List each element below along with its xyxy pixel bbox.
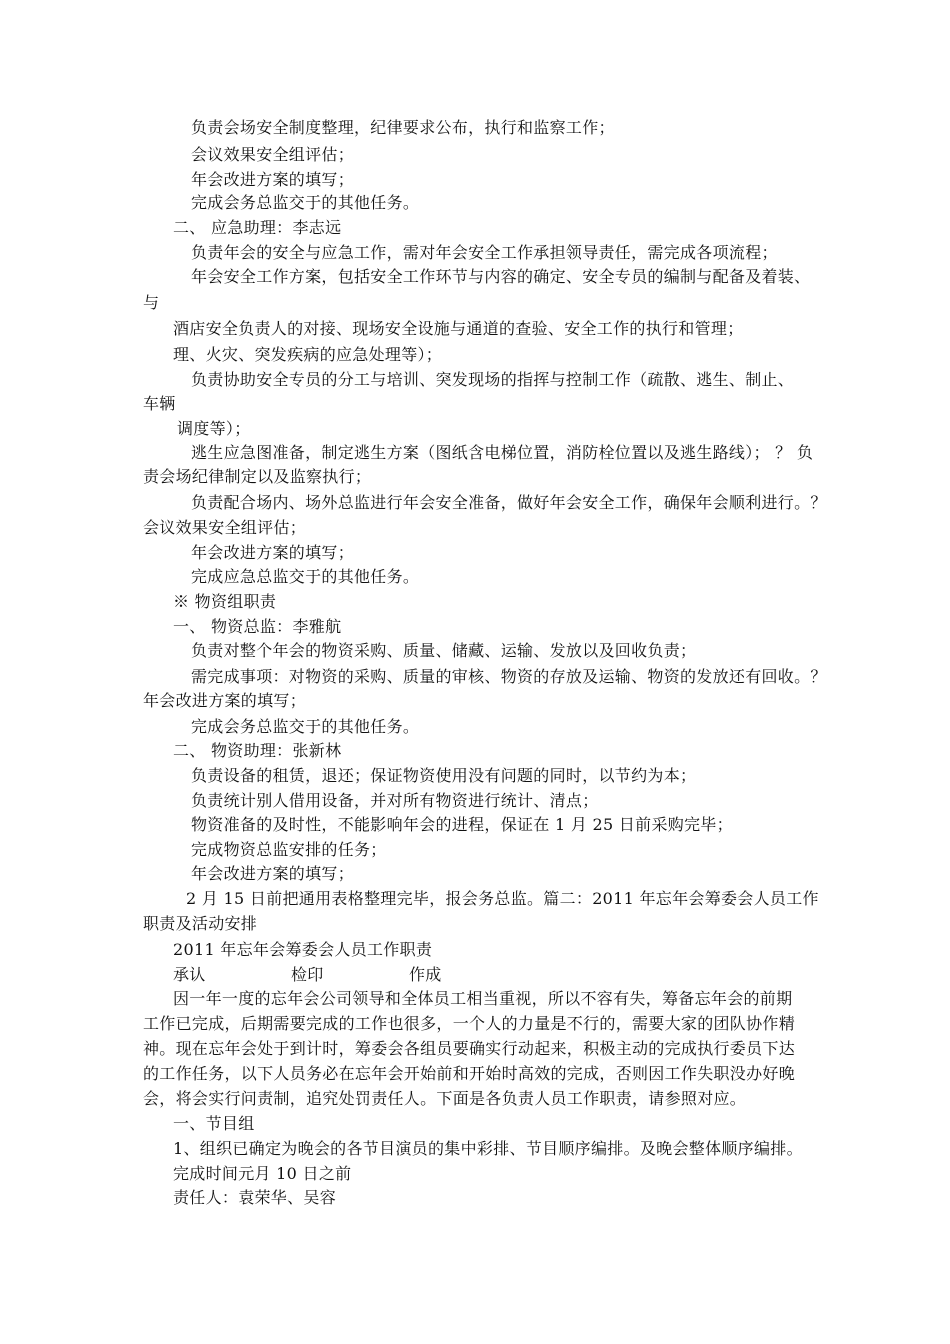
text-line: 职责及活动安排 [143, 914, 258, 933]
signoff-approve: 承认 [173, 965, 206, 984]
text-line: 完成时间元月 10 日之前 [173, 1164, 352, 1183]
section-heading: 二、 应急助理：李志远 [173, 218, 342, 237]
text-line: 负责协助安全专员的分工与培训、突发现场的指挥与控制工作（疏散、逃生、制止、 [191, 370, 795, 389]
signoff-stamp: 检印 [291, 965, 324, 984]
text-line: 完成会务总监交于的其他任务。 [191, 717, 420, 736]
text-line: 逃生应急图准备，制定逃生方案（图纸含电梯位置，消防栓位置以及逃生路线）； ？ 负 [191, 443, 814, 462]
text-line: 物资准备的及时性，不能影响年会的进程，保证在 1 月 25 日前采购完毕； [191, 815, 733, 834]
text-line: 年会改进方案的填写； [191, 543, 355, 562]
section-heading: 一、节目组 [173, 1114, 255, 1133]
section-heading: 二、 物资助理：张新林 [173, 741, 342, 760]
text-line: 2 月 15 日前把通用表格整理完毕，报会务总监。篇二：2011 年忘年会筹委会人员工作 [186, 889, 819, 908]
text-line: 负责统计别人借用设备，并对所有物资进行统计、清点； [191, 791, 599, 810]
text-line: 1、组织已确定为晚会的各节目演员的集中彩排、节目顺序编排。及晚会整体顺序编排。 [173, 1139, 803, 1158]
text-line: 负责会场安全制度整理，纪律要求公布，执行和监察工作； [191, 118, 615, 137]
text-line: 酒店安全负责人的对接、现场安全设施与通道的查验、安全工作的执行和管理； [173, 319, 744, 338]
text-line: 与 [143, 293, 160, 312]
text-line: 的工作任务，以下人员务必在忘年会开始前和开始时高效的完成，否则因工作失职没办好晚 [143, 1064, 796, 1083]
text-line: 车辆 [143, 394, 176, 413]
text-line: 完成应急总监交于的其他任务。 [191, 567, 420, 586]
text-line: 年会安全工作方案，包括安全工作环节与内容的确定、安全专员的编制与配备及着装、 [191, 267, 811, 286]
section-heading: 一、 物资总监：李雅航 [173, 617, 342, 636]
signoff-author: 作成 [409, 965, 442, 984]
text-line: 年会改进方案的填写； [191, 864, 355, 883]
text-line: 负责配合场内、场外总监进行年会安全准备，做好年会安全工作，确保年会顺利进行。？ [191, 493, 827, 512]
text-line: 责任人：袁荣华、吴容 [173, 1188, 337, 1207]
signoff-row [173, 965, 442, 985]
text-line: 理、火灾、突发疾病的应急处理等）； [173, 345, 443, 364]
text-line: 负责设备的租赁，退还；保证物资使用没有问题的同时，以节约为本； [191, 766, 697, 785]
text-line: 年会改进方案的填写； [143, 691, 307, 710]
text-line: 调度等）； [177, 419, 251, 438]
text-line: 责会场纪律制定以及监察执行； [143, 467, 372, 486]
text-line: 会议效果安全组评估； [191, 145, 355, 164]
section-heading: ※ 物资组职责 [173, 592, 277, 611]
text-line: 负责对整个年会的物资采购、质量、储藏、运输、发放以及回收负责； [191, 641, 697, 660]
text-line: 完成物资总监安排的任务； [191, 840, 387, 859]
text-line: 需完成事项：对物资的采购、质量的审核、物资的存放及运输、物资的发放还有回收。？ [191, 667, 827, 686]
text-line: 因一年一度的忘年会公司领导和全体员工相当重视，所以不容有失，筹备忘年会的前期 [173, 989, 793, 1008]
text-line: 会，将会实行问责制，追究处罚责任人。下面是各负责人员工作职责，请参照对应。 [143, 1089, 747, 1108]
text-line: 年会改进方案的填写； [191, 170, 355, 189]
text-line: 会议效果安全组评估； [143, 518, 307, 537]
text-line: 负责年会的安全与应急工作，需对年会安全工作承担领导责任，需完成各项流程； [191, 243, 778, 262]
text-line: 神。现在忘年会处于到计时，筹委会各组员要确实行动起来，积极主动的完成执行委员下达 [143, 1039, 796, 1058]
document-title: 2011 年忘年会筹委会人员工作职责 [173, 940, 433, 959]
text-line: 完成会务总监交于的其他任务。 [191, 193, 420, 212]
text-line: 工作已完成，后期需要完成的工作也很多，一个人的力量是不行的，需要大家的团队协作精 [143, 1014, 796, 1033]
